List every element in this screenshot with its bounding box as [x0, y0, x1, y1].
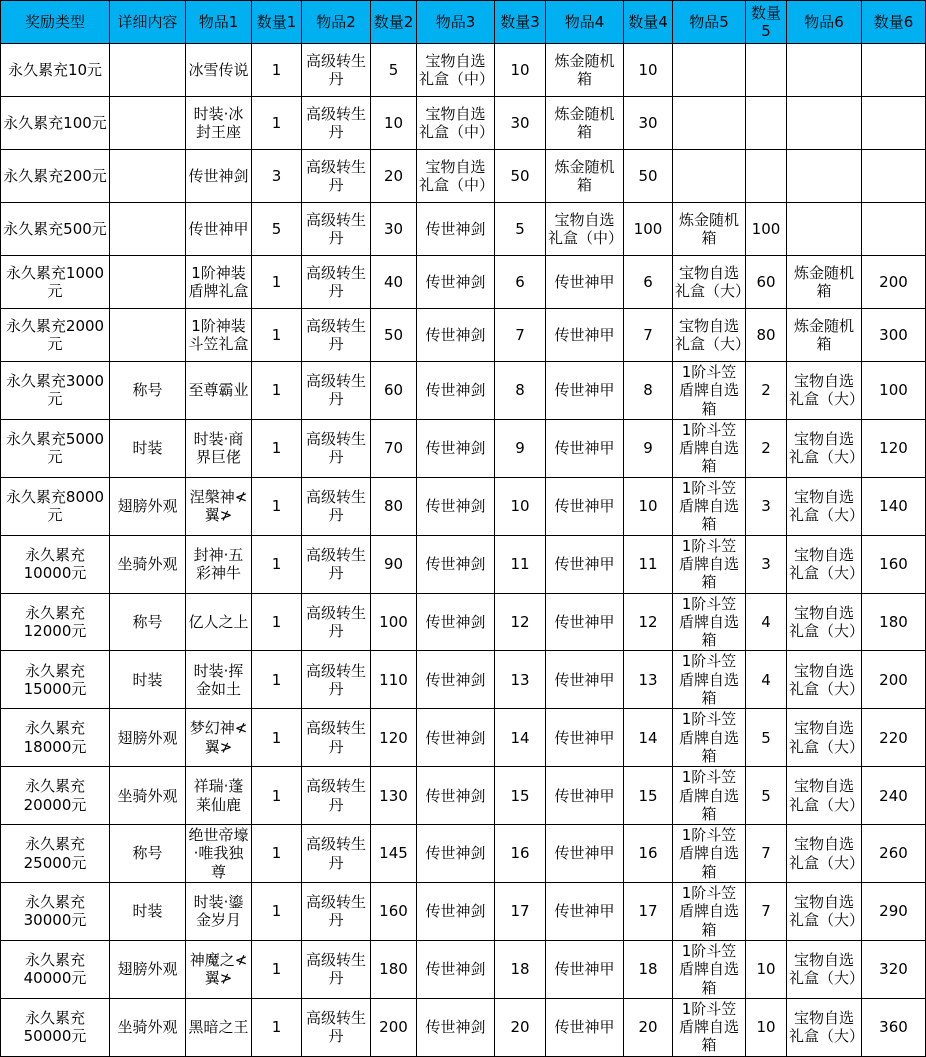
- cell: 传世神剑: [417, 203, 495, 256]
- cell: 高级转生丹: [302, 477, 371, 535]
- cell: 传世神剑: [417, 419, 495, 477]
- cell: 10: [624, 44, 673, 97]
- cell: 10: [371, 97, 417, 150]
- cell: 传世神剑: [186, 150, 252, 203]
- cell: 传世神甲: [546, 593, 624, 651]
- cell: 绝世帝壕·唯我独尊: [186, 825, 252, 883]
- cell: 宝物自选礼盒（中）: [417, 44, 495, 97]
- cell: 高级转生丹: [302, 825, 371, 883]
- cell: 传世神甲: [546, 940, 624, 998]
- cell: 时装: [110, 883, 186, 941]
- table-row: [1, 256, 926, 309]
- cell: [787, 150, 862, 203]
- cell: 高级转生丹: [302, 709, 371, 767]
- cell: 30: [624, 97, 673, 150]
- cell: 永久累充25000元: [1, 825, 110, 883]
- cell: 翅膀外观: [110, 940, 186, 998]
- cell: 15: [624, 767, 673, 825]
- cell: 传世神剑: [417, 477, 495, 535]
- cell: 涅槃神≮翼≯: [186, 477, 252, 535]
- cell: 1: [252, 883, 302, 941]
- table-row: [1, 998, 926, 1056]
- table-row: [1, 825, 926, 883]
- cell: 永久累充5000元: [1, 419, 110, 477]
- cell: 传世神剑: [417, 651, 495, 709]
- cell: 145: [371, 825, 417, 883]
- cell: 炼金随机箱: [787, 256, 862, 309]
- cell: 300: [862, 309, 926, 362]
- cell: [862, 44, 926, 97]
- cell: 50: [371, 309, 417, 362]
- cell: 封神·五彩神牛: [186, 535, 252, 593]
- table-row: [1, 44, 926, 97]
- table-row: [1, 419, 926, 477]
- table-header: [1, 1, 926, 44]
- cell: 160: [371, 883, 417, 941]
- column-header: 数量3: [495, 1, 546, 44]
- cell: 宝物自选礼盒（中）: [546, 203, 624, 256]
- cell: 至尊霸业: [186, 362, 252, 420]
- cell: 高级转生丹: [302, 419, 371, 477]
- cell: 8: [495, 362, 546, 420]
- cell: 1: [252, 767, 302, 825]
- cell: 15: [495, 767, 546, 825]
- cell: 3: [746, 535, 787, 593]
- cell: 10: [624, 477, 673, 535]
- cell: 高级转生丹: [302, 883, 371, 941]
- cell: 宝物自选礼盒（大）: [787, 419, 862, 477]
- cell: 传世神剑: [417, 256, 495, 309]
- cell: 高级转生丹: [302, 150, 371, 203]
- cell: 传世神甲: [546, 362, 624, 420]
- cell: 宝物自选礼盒（大）: [787, 362, 862, 420]
- table-row: [1, 150, 926, 203]
- cell: 1阶斗笠盾牌自选箱: [673, 998, 746, 1056]
- cell: 传世神甲: [546, 998, 624, 1056]
- column-header: 数量4: [624, 1, 673, 44]
- cell: [787, 44, 862, 97]
- table-row: [1, 309, 926, 362]
- cell: 130: [371, 767, 417, 825]
- cell: 5: [371, 44, 417, 97]
- cell: 1: [252, 593, 302, 651]
- cell: 称号: [110, 825, 186, 883]
- cell: [862, 150, 926, 203]
- cell: 炼金随机箱: [787, 309, 862, 362]
- cell: 14: [624, 709, 673, 767]
- cell: 时装·挥金如土: [186, 651, 252, 709]
- cell: 永久累充10000元: [1, 535, 110, 593]
- cell: 永久累充100元: [1, 97, 110, 150]
- cell: 12: [624, 593, 673, 651]
- cell: [110, 256, 186, 309]
- cell: 13: [495, 651, 546, 709]
- cell: 10: [495, 477, 546, 535]
- cell: 传世神剑: [417, 883, 495, 941]
- cell: 14: [495, 709, 546, 767]
- column-header: 数量6: [862, 1, 926, 44]
- cell: 1阶斗笠盾牌自选箱: [673, 883, 746, 941]
- cell: 5: [252, 203, 302, 256]
- cell: 亿人之上: [186, 593, 252, 651]
- column-header: 奖励类型: [1, 1, 110, 44]
- cell: [110, 44, 186, 97]
- cell: 1阶斗笠盾牌自选箱: [673, 362, 746, 420]
- cell: 1: [252, 998, 302, 1056]
- cell: 高级转生丹: [302, 593, 371, 651]
- cell: 传世神甲: [546, 825, 624, 883]
- cell: 永久累充8000元: [1, 477, 110, 535]
- cell: 宝物自选礼盒（大）: [787, 535, 862, 593]
- cell: 320: [862, 940, 926, 998]
- cell: 宝物自选礼盒（大）: [673, 256, 746, 309]
- cell: 4: [746, 651, 787, 709]
- cell: 宝物自选礼盒（中）: [417, 150, 495, 203]
- header-row: [1, 1, 926, 44]
- cell: 宝物自选礼盒（大）: [787, 940, 862, 998]
- cell: 黑暗之王: [186, 998, 252, 1056]
- cell: 1: [252, 419, 302, 477]
- cell: 传世神剑: [417, 593, 495, 651]
- cell: 永久累充30000元: [1, 883, 110, 941]
- cell: 1: [252, 477, 302, 535]
- cell: 炼金随机箱: [673, 203, 746, 256]
- cell: 1: [252, 940, 302, 998]
- cell: [746, 150, 787, 203]
- cell: 120: [862, 419, 926, 477]
- cell: 5: [746, 767, 787, 825]
- cell: [787, 203, 862, 256]
- column-header: 物品4: [546, 1, 624, 44]
- cell: [110, 309, 186, 362]
- cell: [673, 44, 746, 97]
- cell: 100: [624, 203, 673, 256]
- cell: 高级转生丹: [302, 256, 371, 309]
- cell: 1: [252, 651, 302, 709]
- cell: 称号: [110, 593, 186, 651]
- cell: 永久累充500元: [1, 203, 110, 256]
- cell: 140: [862, 477, 926, 535]
- cell: 16: [624, 825, 673, 883]
- cell: 4: [746, 593, 787, 651]
- cell: [787, 97, 862, 150]
- cell: 传世神甲: [546, 419, 624, 477]
- cell: 传世神剑: [417, 998, 495, 1056]
- cell: 时装·鎏金岁月: [186, 883, 252, 941]
- cell: 1阶神装盾牌礼盒: [186, 256, 252, 309]
- cell: 7: [495, 309, 546, 362]
- table-row: [1, 883, 926, 941]
- cell: 坐骑外观: [110, 535, 186, 593]
- cell: 18: [624, 940, 673, 998]
- table-row: [1, 535, 926, 593]
- cell: 1阶斗笠盾牌自选箱: [673, 767, 746, 825]
- column-header: 详细内容: [110, 1, 186, 44]
- cell: 80: [371, 477, 417, 535]
- cell: 宝物自选礼盒（大）: [787, 709, 862, 767]
- column-header: 数量1: [252, 1, 302, 44]
- column-header: 物品1: [186, 1, 252, 44]
- cell: 永久累充200元: [1, 150, 110, 203]
- cell: 永久累充1000元: [1, 256, 110, 309]
- cell: 高级转生丹: [302, 309, 371, 362]
- cell: 永久累充40000元: [1, 940, 110, 998]
- cell: 1: [252, 256, 302, 309]
- cell: 60: [371, 362, 417, 420]
- cell: 宝物自选礼盒（大）: [787, 825, 862, 883]
- cell: 翅膀外观: [110, 477, 186, 535]
- cell: 20: [624, 998, 673, 1056]
- cell: 120: [371, 709, 417, 767]
- cell: 16: [495, 825, 546, 883]
- cell: 12: [495, 593, 546, 651]
- cell: 永久累充18000元: [1, 709, 110, 767]
- cell: 宝物自选礼盒（大）: [787, 593, 862, 651]
- cell: 20: [371, 150, 417, 203]
- cell: [746, 44, 787, 97]
- cell: 9: [624, 419, 673, 477]
- cell: 传世神剑: [417, 362, 495, 420]
- cell: 240: [862, 767, 926, 825]
- cell: 传世神剑: [417, 940, 495, 998]
- cell: 3: [252, 150, 302, 203]
- cell: [673, 97, 746, 150]
- cell: 传世神剑: [417, 535, 495, 593]
- cell: 时装: [110, 651, 186, 709]
- cell: 1阶斗笠盾牌自选箱: [673, 593, 746, 651]
- cell: 永久累充10元: [1, 44, 110, 97]
- cell: 80: [746, 309, 787, 362]
- cell: 8: [624, 362, 673, 420]
- cell: 20: [495, 998, 546, 1056]
- cell: 永久累充15000元: [1, 651, 110, 709]
- cell: 永久累充50000元: [1, 998, 110, 1056]
- cell: 180: [371, 940, 417, 998]
- cell: 宝物自选礼盒（大）: [787, 767, 862, 825]
- cell: 传世神甲: [546, 309, 624, 362]
- cell: 传世神甲: [546, 767, 624, 825]
- cell: 6: [495, 256, 546, 309]
- cell: 梦幻神≮翼≯: [186, 709, 252, 767]
- table-row: [1, 477, 926, 535]
- cell: 10: [746, 940, 787, 998]
- cell: 炼金随机箱: [546, 44, 624, 97]
- cell: 200: [371, 998, 417, 1056]
- cell: 传世神甲: [546, 477, 624, 535]
- cell: [110, 150, 186, 203]
- cell: 永久累充2000元: [1, 309, 110, 362]
- cell: 100: [371, 593, 417, 651]
- cell: 1: [252, 309, 302, 362]
- cell: 宝物自选礼盒（大）: [787, 651, 862, 709]
- cell: 7: [624, 309, 673, 362]
- cell: 高级转生丹: [302, 203, 371, 256]
- cell: [862, 203, 926, 256]
- cell: 2: [746, 362, 787, 420]
- cell: 60: [746, 256, 787, 309]
- cell: 1: [252, 362, 302, 420]
- table-row: [1, 593, 926, 651]
- cell: 180: [862, 593, 926, 651]
- column-header: 物品2: [302, 1, 371, 44]
- cell: 祥瑞·蓬莱仙鹿: [186, 767, 252, 825]
- cell: 传世神剑: [417, 825, 495, 883]
- cell: 100: [862, 362, 926, 420]
- cell: 1阶斗笠盾牌自选箱: [673, 477, 746, 535]
- cell: 17: [495, 883, 546, 941]
- cell: 2: [746, 419, 787, 477]
- cell: 10: [746, 998, 787, 1056]
- cell: 40: [371, 256, 417, 309]
- column-header: 物品6: [787, 1, 862, 44]
- cell: 宝物自选礼盒（大）: [787, 883, 862, 941]
- cell: 高级转生丹: [302, 767, 371, 825]
- cell: 220: [862, 709, 926, 767]
- cell: 高级转生丹: [302, 44, 371, 97]
- cell: 高级转生丹: [302, 535, 371, 593]
- cell: 1: [252, 825, 302, 883]
- cell: 传世神剑: [417, 309, 495, 362]
- cell: 传世神剑: [417, 767, 495, 825]
- cell: 高级转生丹: [302, 362, 371, 420]
- cell: 1阶斗笠盾牌自选箱: [673, 825, 746, 883]
- cell: 坐骑外观: [110, 998, 186, 1056]
- table-row: [1, 940, 926, 998]
- table-row: [1, 767, 926, 825]
- cell: 永久累充20000元: [1, 767, 110, 825]
- cell: 宝物自选礼盒（大）: [787, 998, 862, 1056]
- cell: 18: [495, 940, 546, 998]
- cell: 传世神剑: [417, 709, 495, 767]
- cell: 永久累充12000元: [1, 593, 110, 651]
- cell: 290: [862, 883, 926, 941]
- column-header: 数量5: [746, 1, 787, 44]
- cell: 5: [746, 709, 787, 767]
- cell: 1阶斗笠盾牌自选箱: [673, 419, 746, 477]
- cell: 6: [624, 256, 673, 309]
- cell: 90: [371, 535, 417, 593]
- cell: [746, 97, 787, 150]
- table-row: [1, 362, 926, 420]
- cell: 260: [862, 825, 926, 883]
- cell: 1阶斗笠盾牌自选箱: [673, 940, 746, 998]
- cell: 50: [495, 150, 546, 203]
- column-header: 物品3: [417, 1, 495, 44]
- cell: 7: [746, 883, 787, 941]
- cell: [110, 203, 186, 256]
- cell: 200: [862, 256, 926, 309]
- cell: [673, 150, 746, 203]
- cell: 200: [862, 651, 926, 709]
- table-row: [1, 97, 926, 150]
- cell: 100: [746, 203, 787, 256]
- cell: 传世神甲: [546, 709, 624, 767]
- cell: 50: [624, 150, 673, 203]
- cell: 1: [252, 44, 302, 97]
- cell: 传世神甲: [546, 535, 624, 593]
- cell: 30: [495, 97, 546, 150]
- cell: 1阶神装斗笠礼盒: [186, 309, 252, 362]
- cell: 永久累充3000元: [1, 362, 110, 420]
- cell: 坐骑外观: [110, 767, 186, 825]
- cell: 高级转生丹: [302, 97, 371, 150]
- cell: 3: [746, 477, 787, 535]
- cell: 高级转生丹: [302, 998, 371, 1056]
- cell: 传世神甲: [546, 256, 624, 309]
- cell: 1阶斗笠盾牌自选箱: [673, 651, 746, 709]
- table-row: [1, 709, 926, 767]
- cell: 传世神甲: [186, 203, 252, 256]
- cell: 炼金随机箱: [546, 97, 624, 150]
- cell: [110, 97, 186, 150]
- cell: 9: [495, 419, 546, 477]
- cell: 11: [495, 535, 546, 593]
- cell: 1: [252, 709, 302, 767]
- column-header: 数量2: [371, 1, 417, 44]
- cell: 时装·商界巨佬: [186, 419, 252, 477]
- cell: 70: [371, 419, 417, 477]
- table-body: [1, 44, 926, 1057]
- cell: 1阶斗笠盾牌自选箱: [673, 535, 746, 593]
- cell: 宝物自选礼盒（大）: [787, 477, 862, 535]
- cell: 160: [862, 535, 926, 593]
- cell: 110: [371, 651, 417, 709]
- cell: 高级转生丹: [302, 651, 371, 709]
- cell: 1: [252, 535, 302, 593]
- cell: 17: [624, 883, 673, 941]
- cell: 11: [624, 535, 673, 593]
- table-row: [1, 203, 926, 256]
- cell: 宝物自选礼盒（大）: [673, 309, 746, 362]
- cell: 传世神甲: [546, 651, 624, 709]
- table-row: [1, 651, 926, 709]
- cell: 5: [495, 203, 546, 256]
- cell: 时装: [110, 419, 186, 477]
- cell: 360: [862, 998, 926, 1056]
- cell: 10: [495, 44, 546, 97]
- cell: 1: [252, 97, 302, 150]
- column-header: 物品5: [673, 1, 746, 44]
- cell: 1阶斗笠盾牌自选箱: [673, 709, 746, 767]
- cell: 翅膀外观: [110, 709, 186, 767]
- cell: 7: [746, 825, 787, 883]
- cell: [862, 97, 926, 150]
- cell: 30: [371, 203, 417, 256]
- cell: 称号: [110, 362, 186, 420]
- cell: 神魔之≮翼≯: [186, 940, 252, 998]
- cell: 冰雪传说: [186, 44, 252, 97]
- cell: 传世神甲: [546, 883, 624, 941]
- cell: 高级转生丹: [302, 940, 371, 998]
- cell: 时装·冰封王座: [186, 97, 252, 150]
- cell: 13: [624, 651, 673, 709]
- cell: 宝物自选礼盒（中）: [417, 97, 495, 150]
- cell: 炼金随机箱: [546, 150, 624, 203]
